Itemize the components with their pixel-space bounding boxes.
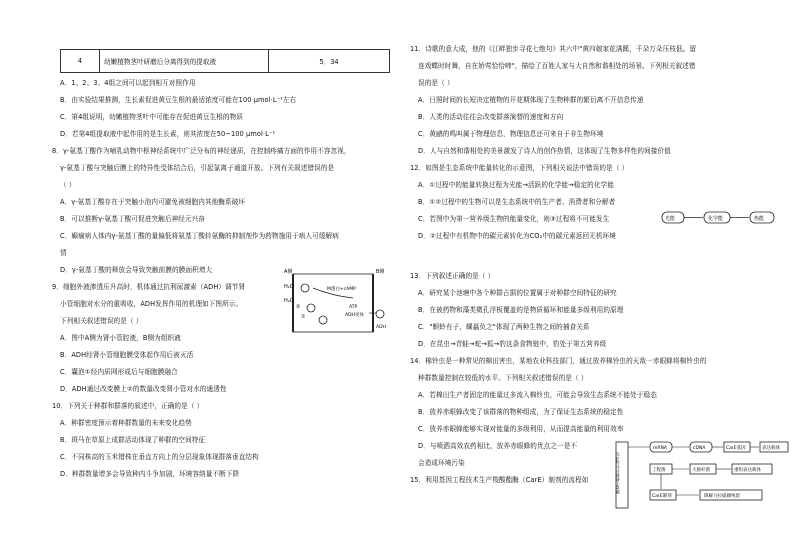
recombinant-vector-label: 重组表达载体 <box>734 468 761 473</box>
q8-option-d: D．γ-氨基丁酸的释放会导致突触前膜的膜面积增大 <box>60 266 213 274</box>
b-side-label: B侧 <box>376 269 385 275</box>
q9-option-c: C．囊泡①经内质网形成后与细胞膜融合 <box>60 368 178 376</box>
a-side-label: A侧 <box>284 269 293 275</box>
q9-option-b: B．ADH经肾小管细胞膜受体起作用后被灭活 <box>60 351 194 359</box>
q11-option-a: A．日照时间的长短决定植物的开花期体现了生物种群的繁衍离不开信息传递 <box>418 96 644 104</box>
q9-stem-3: 下列相关叙述错误的是（ ） <box>60 317 143 325</box>
q14-option-d: D．与喷洒高效农药相比，放养赤眼蜂的优点之一是不 <box>418 442 578 450</box>
q14-option-d-cont: 会造成环境污染 <box>418 459 465 467</box>
table-row <box>61 50 390 73</box>
mark-1: ① <box>301 314 306 320</box>
insect-label: 抗农药马拉硫磷小菜蛾 <box>615 452 621 494</box>
q14-stem-1: 14．棉铃虫是一种常见的棉田害虫，某地农业科技部门，通过放养棉铃虫的天敌一赤眼蜂将棉铃虫的 <box>410 357 707 365</box>
m-protein-label: M蛋白+cAMP <box>327 287 356 292</box>
q11-stem-2: 连戏蝶时时舞，自在娇莺恰恰啼"，描绘了百姓人家与大自然和谐相处的场景。下列相关叙述错 <box>418 62 696 70</box>
q12-option-c: C．若图中为第一营养级生物的能量变化，则③过程将不可能发生 <box>418 215 610 223</box>
q11-stem-1: 11．诗歌的意大成，他的《江畔独步寻花七绝句》其六中"黄四娘家花满蹊，千朵万朵压枝低。留 <box>410 45 697 53</box>
adh-mechanism-figure <box>283 268 395 338</box>
mrna-label: mRNA <box>653 446 667 451</box>
engineered-bacteria-label: 工程菌 <box>652 468 666 473</box>
q8-stem-3: （ ） <box>60 181 76 189</box>
q10-option-b: B．斑马在草原上成群活动体现了种群的空间特征 <box>60 436 206 444</box>
q8-option-c-cont: 情 <box>60 249 67 257</box>
q10-stem: 10．下列关于种群和群落的叙述中，正确的是（ ） <box>52 402 204 410</box>
q15-stem: 15．利用基因工程技术生产羧酸酯酶（CarE）制剂的流程如 <box>410 476 589 484</box>
q9-stem-2: 小管细胞对水分的重吸收，ADH发挥作用的机理如下图所示。 <box>60 300 243 308</box>
q12-option-b: B．①②过程中的生物可以是生态系统中的生产者、消费者和分解者 <box>418 198 616 206</box>
q8-stem-2: γ-氨基丁酸与突触后膜上的特异性受体结合后，引起氯离子通道开放。下列有关叙述错误的是 <box>60 164 335 172</box>
q14-option-b: B．放养赤眼蜂改变了该群落的物种组成，为了保证生态系统的稳定性 <box>418 408 624 416</box>
q11-option-b: B．人类的活动往往会改变群落演替的速度和方向 <box>418 113 564 121</box>
table-cell-value: 5．34 <box>269 50 390 73</box>
adh-label: ADH <box>376 325 386 330</box>
table-cell-num: 4 <box>61 50 100 73</box>
q8-option-a: A．γ-氨基丁酸存在于突触小泡内可避免被细胞内其他酶系破坏 <box>60 198 246 206</box>
care-gene-label: CarE基因 <box>726 446 746 451</box>
q7-option-b: B．由实验结果推测，生长素促进黄豆生根的最适浓度可能在100 μmol·L⁻¹左右 <box>60 96 297 104</box>
atp-label: ATP <box>349 305 358 310</box>
q14-option-c: C．放养赤眼蜂能够实现对能量的多级利用，从而提高能量的利用效率 <box>418 425 624 433</box>
q9-option-d: D．ADH通过改变膜上②的数量改变肾小管对水的通透性 <box>60 385 227 393</box>
adh-receptor-label: ADH受体 <box>345 313 364 318</box>
q10-option-d: D．种群数量增多会导致种内斗争加剧，环境容纳量不断下降 <box>60 470 240 478</box>
q14-stem-2: 种群数量控制在较低的水平。下列相关叙述错误的是（ ） <box>418 374 588 382</box>
q12-option-d: D．②过程中有机物中的碳元素转化为CO₂中的碳元素返回无机环境 <box>418 232 616 240</box>
q14-option-a: A．若棉田生产者固定的能量过多流入棉铃虫，可能会导致生态系统不能处于稳态 <box>418 391 657 399</box>
q12-stem: 12．如图是生态系统中能量转化的示意图，下列相关说法中错误的是（ ） <box>410 164 629 172</box>
mark-2: ② <box>296 304 301 310</box>
q8-option-c: C．癫痫病人体内γ-氨基丁酸的量偏低将氨基丁酸转氨酶的抑制剂作为药物施用于病人可缓解病 <box>60 232 339 240</box>
q13-option-d: D．在昆虫→青蛙→蛇→狐→豹这条食物链中，豹处于第五营养级 <box>418 340 607 348</box>
q11-option-d: D．人与自然和谐相处的美景激发了诗人的创作热情，这体现了生物多样性的间接价值 <box>418 147 671 155</box>
h2o-label-2: H₂O <box>284 298 294 304</box>
q9-stem-1: 9．细胞外液渗透压升高时，机体通过抗利尿激素（ADH）调节肾 <box>52 283 246 291</box>
chem-energy-label: 化学能 <box>708 216 724 222</box>
q8-option-b: B．可以推断γ-氨基丁酸可促进突触后神经元兴奋 <box>60 215 205 223</box>
results-table <box>60 49 390 73</box>
ecoli-label: 大肠杆菌 <box>692 468 710 473</box>
table-cell-desc: 幼嫩植物茎叶研磨后分离得到的提取液 <box>100 50 269 73</box>
q7-option-c: C．第4组说明，幼嫩植物茎叶中可能存在促进黄豆生根的物质 <box>60 113 244 121</box>
q11-stem-3: 误的是（ ） <box>418 79 454 87</box>
heat-energy-label: 热能 <box>754 216 765 222</box>
q13-option-c: C．"螟蛉有子，蜾蠃负之"体现了两种生物之间的捕食关系 <box>418 323 590 331</box>
degrade-label: 降解马拉硫磷残留 <box>704 494 740 499</box>
q7-option-a: A．1、2、3、4组之间可以起到相互对照作用 <box>60 79 196 87</box>
q13-option-b: B．在被药物和藻类微孔浮板覆盖的是物质循环和能量多级利用的原理 <box>418 306 624 314</box>
h2o-label: H₂O <box>284 284 294 290</box>
q7-option-d: D．若第4组提取液中起作用的是生长素，则其浓度在50~100 μmol·L⁻¹ <box>60 130 276 138</box>
q12-option-a: A．①过程中的能量转换过程为光能→活跃的化学能→稳定的化学能 <box>418 181 614 189</box>
q8-stem-1: 8．γ-氨基丁酸作为哺乳动物中枢神经系统中广泛分布的神经递质，在控制疼痛方面的作用不容忽视， <box>52 147 351 155</box>
q13-stem: 13．下列叙述正确的是（ ） <box>410 272 495 280</box>
q9-option-a: A．图中A侧为肾小管腔液，B侧为组织液 <box>60 334 181 342</box>
q10-option-a: A．种群密度预示着种群数量的未来变化趋势 <box>60 419 192 427</box>
energy-flow-figure <box>660 208 780 228</box>
q13-option-a: A．研究某个池塘中各个种群占据的位置属于对种群空间特征的研究 <box>418 289 617 297</box>
q10-option-c: C．不同株高的玉米错株在垂直方向上的分层现象体现群落垂直结构 <box>60 453 259 461</box>
light-energy-label: 光能 <box>665 216 676 222</box>
care-prep-label: CarE制剂 <box>652 494 672 499</box>
q11-option-c: C．黄鹂的鸣叫属于物理信息，物理信息还可来自于非生物环境 <box>418 130 604 138</box>
gene-engineering-figure <box>614 438 790 514</box>
cdna-label: cDNA <box>693 446 706 451</box>
expression-vector-label: 表达载体 <box>762 446 780 451</box>
